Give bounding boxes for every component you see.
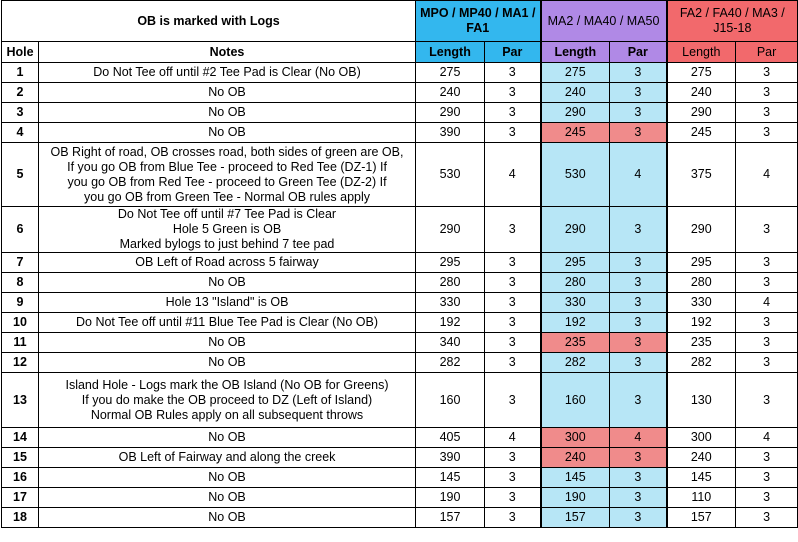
hole-notes xyxy=(39,313,416,333)
table-row xyxy=(2,353,798,373)
hole-notes xyxy=(39,373,416,428)
length-group3: 282 xyxy=(667,353,736,373)
length-group2: 160 xyxy=(541,373,610,428)
length-group1: 290 xyxy=(416,207,485,253)
table-row xyxy=(2,428,798,448)
length-group1: 192 xyxy=(416,313,485,333)
length-group2: 290 xyxy=(541,103,610,123)
length-group1: 330 xyxy=(416,293,485,313)
par-group3: 3 xyxy=(736,508,798,528)
hole-number: 12 xyxy=(2,353,39,373)
hole-notes xyxy=(39,253,416,273)
par-group1: 3 xyxy=(485,373,541,428)
note-line: Hole 5 Green is OB xyxy=(172,222,282,236)
table-row xyxy=(2,273,798,293)
par-group1: 3 xyxy=(485,448,541,468)
length-group1: 190 xyxy=(416,488,485,508)
col-hole-header: Hole xyxy=(2,42,39,63)
length-group3: 192 xyxy=(667,313,736,333)
note-line: you go OB from Red Tee - proceed to Green Tee (DZ-2) If xyxy=(67,174,387,189)
par-group2: 3 xyxy=(610,488,667,508)
par-group1: 3 xyxy=(485,508,541,528)
table-row xyxy=(2,123,798,143)
hole-number: 10 xyxy=(2,313,39,333)
note-line: Hole 13 "Island" is OB xyxy=(165,295,289,309)
hole-rows xyxy=(2,63,798,528)
length-group3: 240 xyxy=(667,448,736,468)
par-group1: 3 xyxy=(485,333,541,353)
par-group3: 3 xyxy=(736,83,798,103)
hole-number: 3 xyxy=(2,103,39,123)
note-line: Do Not Tee off until #2 Tee Pad is Clear (No OB) xyxy=(93,65,361,79)
note-line: If you do make the OB proceed to DZ (Left of Island) xyxy=(81,392,373,407)
group-header-row xyxy=(2,1,798,42)
length-group2: 280 xyxy=(541,273,610,293)
length-group2: 282 xyxy=(541,353,610,373)
par-group3: 3 xyxy=(736,448,798,468)
par-group2: 3 xyxy=(610,448,667,468)
note-line: No OB xyxy=(208,490,246,504)
hole-number: 18 xyxy=(2,508,39,528)
length-group2: 300 xyxy=(541,428,610,448)
par-group3: 3 xyxy=(736,63,798,83)
length-group1: 340 xyxy=(416,333,485,353)
note-line: No OB xyxy=(208,335,246,349)
col-par2-header: Par xyxy=(610,42,667,63)
par-group1: 3 xyxy=(485,353,541,373)
hole-number: 11 xyxy=(2,333,39,353)
par-group2: 4 xyxy=(610,428,667,448)
length-group3: 290 xyxy=(667,207,736,253)
col-length1-header: Length xyxy=(416,42,485,63)
par-group1: 3 xyxy=(485,63,541,83)
hole-notes xyxy=(39,83,416,103)
par-group2: 3 xyxy=(610,293,667,313)
hole-notes xyxy=(39,428,416,448)
length-group3: 130 xyxy=(667,373,736,428)
column-header-row xyxy=(2,42,798,63)
note-line: No OB xyxy=(208,85,246,99)
note-line: Do Not Tee off until #7 Tee Pad is Clear xyxy=(117,207,337,221)
length-group2: 145 xyxy=(541,468,610,488)
par-group2: 3 xyxy=(610,468,667,488)
table-row xyxy=(2,313,798,333)
hole-notes xyxy=(39,488,416,508)
length-group3: 290 xyxy=(667,103,736,123)
table-row xyxy=(2,103,798,123)
length-group3: 235 xyxy=(667,333,736,353)
length-group2: 240 xyxy=(541,83,610,103)
note-line: No OB xyxy=(208,355,246,369)
par-group3: 4 xyxy=(736,143,798,207)
length-group3: 145 xyxy=(667,468,736,488)
hole-number: 13 xyxy=(2,373,39,428)
length-group2: 275 xyxy=(541,63,610,83)
table-row xyxy=(2,207,798,253)
table-row xyxy=(2,143,798,207)
par-group3: 3 xyxy=(736,373,798,428)
hole-notes xyxy=(39,207,416,253)
par-group3: 3 xyxy=(736,313,798,333)
length-group1: 295 xyxy=(416,253,485,273)
hole-notes xyxy=(39,293,416,313)
par-group1: 3 xyxy=(485,207,541,253)
table-row xyxy=(2,373,798,428)
length-group3: 110 xyxy=(667,488,736,508)
length-group2: 530 xyxy=(541,143,610,207)
par-group3: 3 xyxy=(736,123,798,143)
par-group2: 3 xyxy=(610,353,667,373)
group2-header: MA2 / MA40 / MA50 xyxy=(541,1,667,42)
note-line: OB Left of Fairway and along the creek xyxy=(118,450,336,464)
hole-number: 15 xyxy=(2,448,39,468)
hole-number: 17 xyxy=(2,488,39,508)
hole-notes xyxy=(39,468,416,488)
hole-number: 16 xyxy=(2,468,39,488)
length-group3: 280 xyxy=(667,273,736,293)
note-line: Normal OB Rules apply on all subsequent throws xyxy=(90,407,364,422)
length-group3: 275 xyxy=(667,63,736,83)
table-row xyxy=(2,63,798,83)
length-group1: 145 xyxy=(416,468,485,488)
length-group1: 390 xyxy=(416,448,485,468)
par-group2: 3 xyxy=(610,207,667,253)
length-group1: 282 xyxy=(416,353,485,373)
length-group3: 300 xyxy=(667,428,736,448)
length-group3: 375 xyxy=(667,143,736,207)
col-par3-header: Par xyxy=(736,42,798,63)
hole-notes xyxy=(39,63,416,83)
note-line: Marked bylogs to just behind 7 tee pad xyxy=(119,237,335,251)
par-group2: 3 xyxy=(610,508,667,528)
length-group3: 157 xyxy=(667,508,736,528)
par-group3: 3 xyxy=(736,253,798,273)
length-group2: 190 xyxy=(541,488,610,508)
note-line: OB Right of road, OB crosses road, both sides of green are OB, xyxy=(50,144,404,159)
length-group1: 157 xyxy=(416,508,485,528)
length-group2: 240 xyxy=(541,448,610,468)
length-group2: 235 xyxy=(541,333,610,353)
length-group3: 330 xyxy=(667,293,736,313)
table-row xyxy=(2,448,798,468)
par-group1: 3 xyxy=(485,313,541,333)
hole-notes xyxy=(39,353,416,373)
par-group2: 3 xyxy=(610,123,667,143)
par-group1: 4 xyxy=(485,143,541,207)
table-row xyxy=(2,253,798,273)
length-group2: 295 xyxy=(541,253,610,273)
note-line: No OB xyxy=(208,125,246,139)
hole-number: 2 xyxy=(2,83,39,103)
par-group3: 3 xyxy=(736,207,798,253)
par-group2: 3 xyxy=(610,63,667,83)
length-group1: 275 xyxy=(416,63,485,83)
group1-header: MPO / MP40 / MA1 / FA1 xyxy=(416,1,541,42)
hole-number: 5 xyxy=(2,143,39,207)
table-row xyxy=(2,333,798,353)
hole-notes xyxy=(39,508,416,528)
hole-number: 1 xyxy=(2,63,39,83)
group3-header: FA2 / FA40 / MA3 / J15-18 xyxy=(667,1,798,42)
par-group3: 4 xyxy=(736,293,798,313)
length-group1: 160 xyxy=(416,373,485,428)
table-row xyxy=(2,468,798,488)
length-group1: 280 xyxy=(416,273,485,293)
col-length2-header: Length xyxy=(541,42,610,63)
table-row xyxy=(2,83,798,103)
par-group3: 3 xyxy=(736,468,798,488)
par-group2: 3 xyxy=(610,83,667,103)
par-group2: 3 xyxy=(610,103,667,123)
par-group3: 4 xyxy=(736,428,798,448)
hole-number: 7 xyxy=(2,253,39,273)
note-line: No OB xyxy=(208,510,246,524)
length-group1: 390 xyxy=(416,123,485,143)
note-line: OB Left of Road across 5 fairway xyxy=(135,255,319,269)
hole-number: 4 xyxy=(2,123,39,143)
par-group1: 3 xyxy=(485,293,541,313)
par-group2: 3 xyxy=(610,273,667,293)
note-line: you go OB from Green Tee - Normal OB rules apply xyxy=(84,189,370,204)
par-group3: 3 xyxy=(736,273,798,293)
hole-notes xyxy=(39,273,416,293)
note-line: Island Hole - Logs mark the OB Island (No OB for Greens) xyxy=(65,377,389,392)
table-row xyxy=(2,293,798,313)
note-line: No OB xyxy=(208,105,246,119)
note-line: No OB xyxy=(208,430,246,444)
par-group1: 3 xyxy=(485,103,541,123)
hole-number: 8 xyxy=(2,273,39,293)
table-row xyxy=(2,488,798,508)
table-row xyxy=(2,508,798,528)
length-group2: 192 xyxy=(541,313,610,333)
par-group2: 3 xyxy=(610,313,667,333)
par-group2: 3 xyxy=(610,373,667,428)
par-group3: 3 xyxy=(736,488,798,508)
par-group1: 3 xyxy=(485,468,541,488)
par-group2: 3 xyxy=(610,253,667,273)
hole-notes xyxy=(39,143,416,207)
length-group3: 295 xyxy=(667,253,736,273)
par-group1: 3 xyxy=(485,83,541,103)
length-group2: 330 xyxy=(541,293,610,313)
note-line: No OB xyxy=(208,275,246,289)
length-group1: 405 xyxy=(416,428,485,448)
length-group2: 290 xyxy=(541,207,610,253)
par-group1: 3 xyxy=(485,123,541,143)
hole-notes xyxy=(39,333,416,353)
col-length3-header: Length xyxy=(667,42,736,63)
length-group2: 157 xyxy=(541,508,610,528)
par-group1: 3 xyxy=(485,253,541,273)
length-group1: 530 xyxy=(416,143,485,207)
par-group1: 3 xyxy=(485,488,541,508)
par-group3: 3 xyxy=(736,353,798,373)
hole-number: 6 xyxy=(2,207,39,253)
par-group1: 3 xyxy=(485,273,541,293)
note-line: No OB xyxy=(208,470,246,484)
length-group1: 290 xyxy=(416,103,485,123)
note-line: If you go OB from Blue Tee - proceed to Red Tee (DZ-1) If xyxy=(67,159,387,174)
hole-notes xyxy=(39,103,416,123)
length-group1: 240 xyxy=(416,83,485,103)
hole-notes xyxy=(39,448,416,468)
hole-number: 9 xyxy=(2,293,39,313)
par-group2: 4 xyxy=(610,143,667,207)
length-group3: 245 xyxy=(667,123,736,143)
par-group3: 3 xyxy=(736,333,798,353)
length-group2: 245 xyxy=(541,123,610,143)
par-group2: 3 xyxy=(610,333,667,353)
hole-number: 14 xyxy=(2,428,39,448)
par-group3: 3 xyxy=(736,103,798,123)
ob-title: OB is marked with Logs xyxy=(2,1,416,42)
col-notes-header: Notes xyxy=(39,42,416,63)
hole-notes xyxy=(39,123,416,143)
note-line: Do Not Tee off until #11 Blue Tee Pad is Clear (No OB) xyxy=(76,315,379,329)
length-group3: 240 xyxy=(667,83,736,103)
course-table xyxy=(1,0,798,528)
par-group1: 4 xyxy=(485,428,541,448)
col-par1-header: Par xyxy=(485,42,541,63)
